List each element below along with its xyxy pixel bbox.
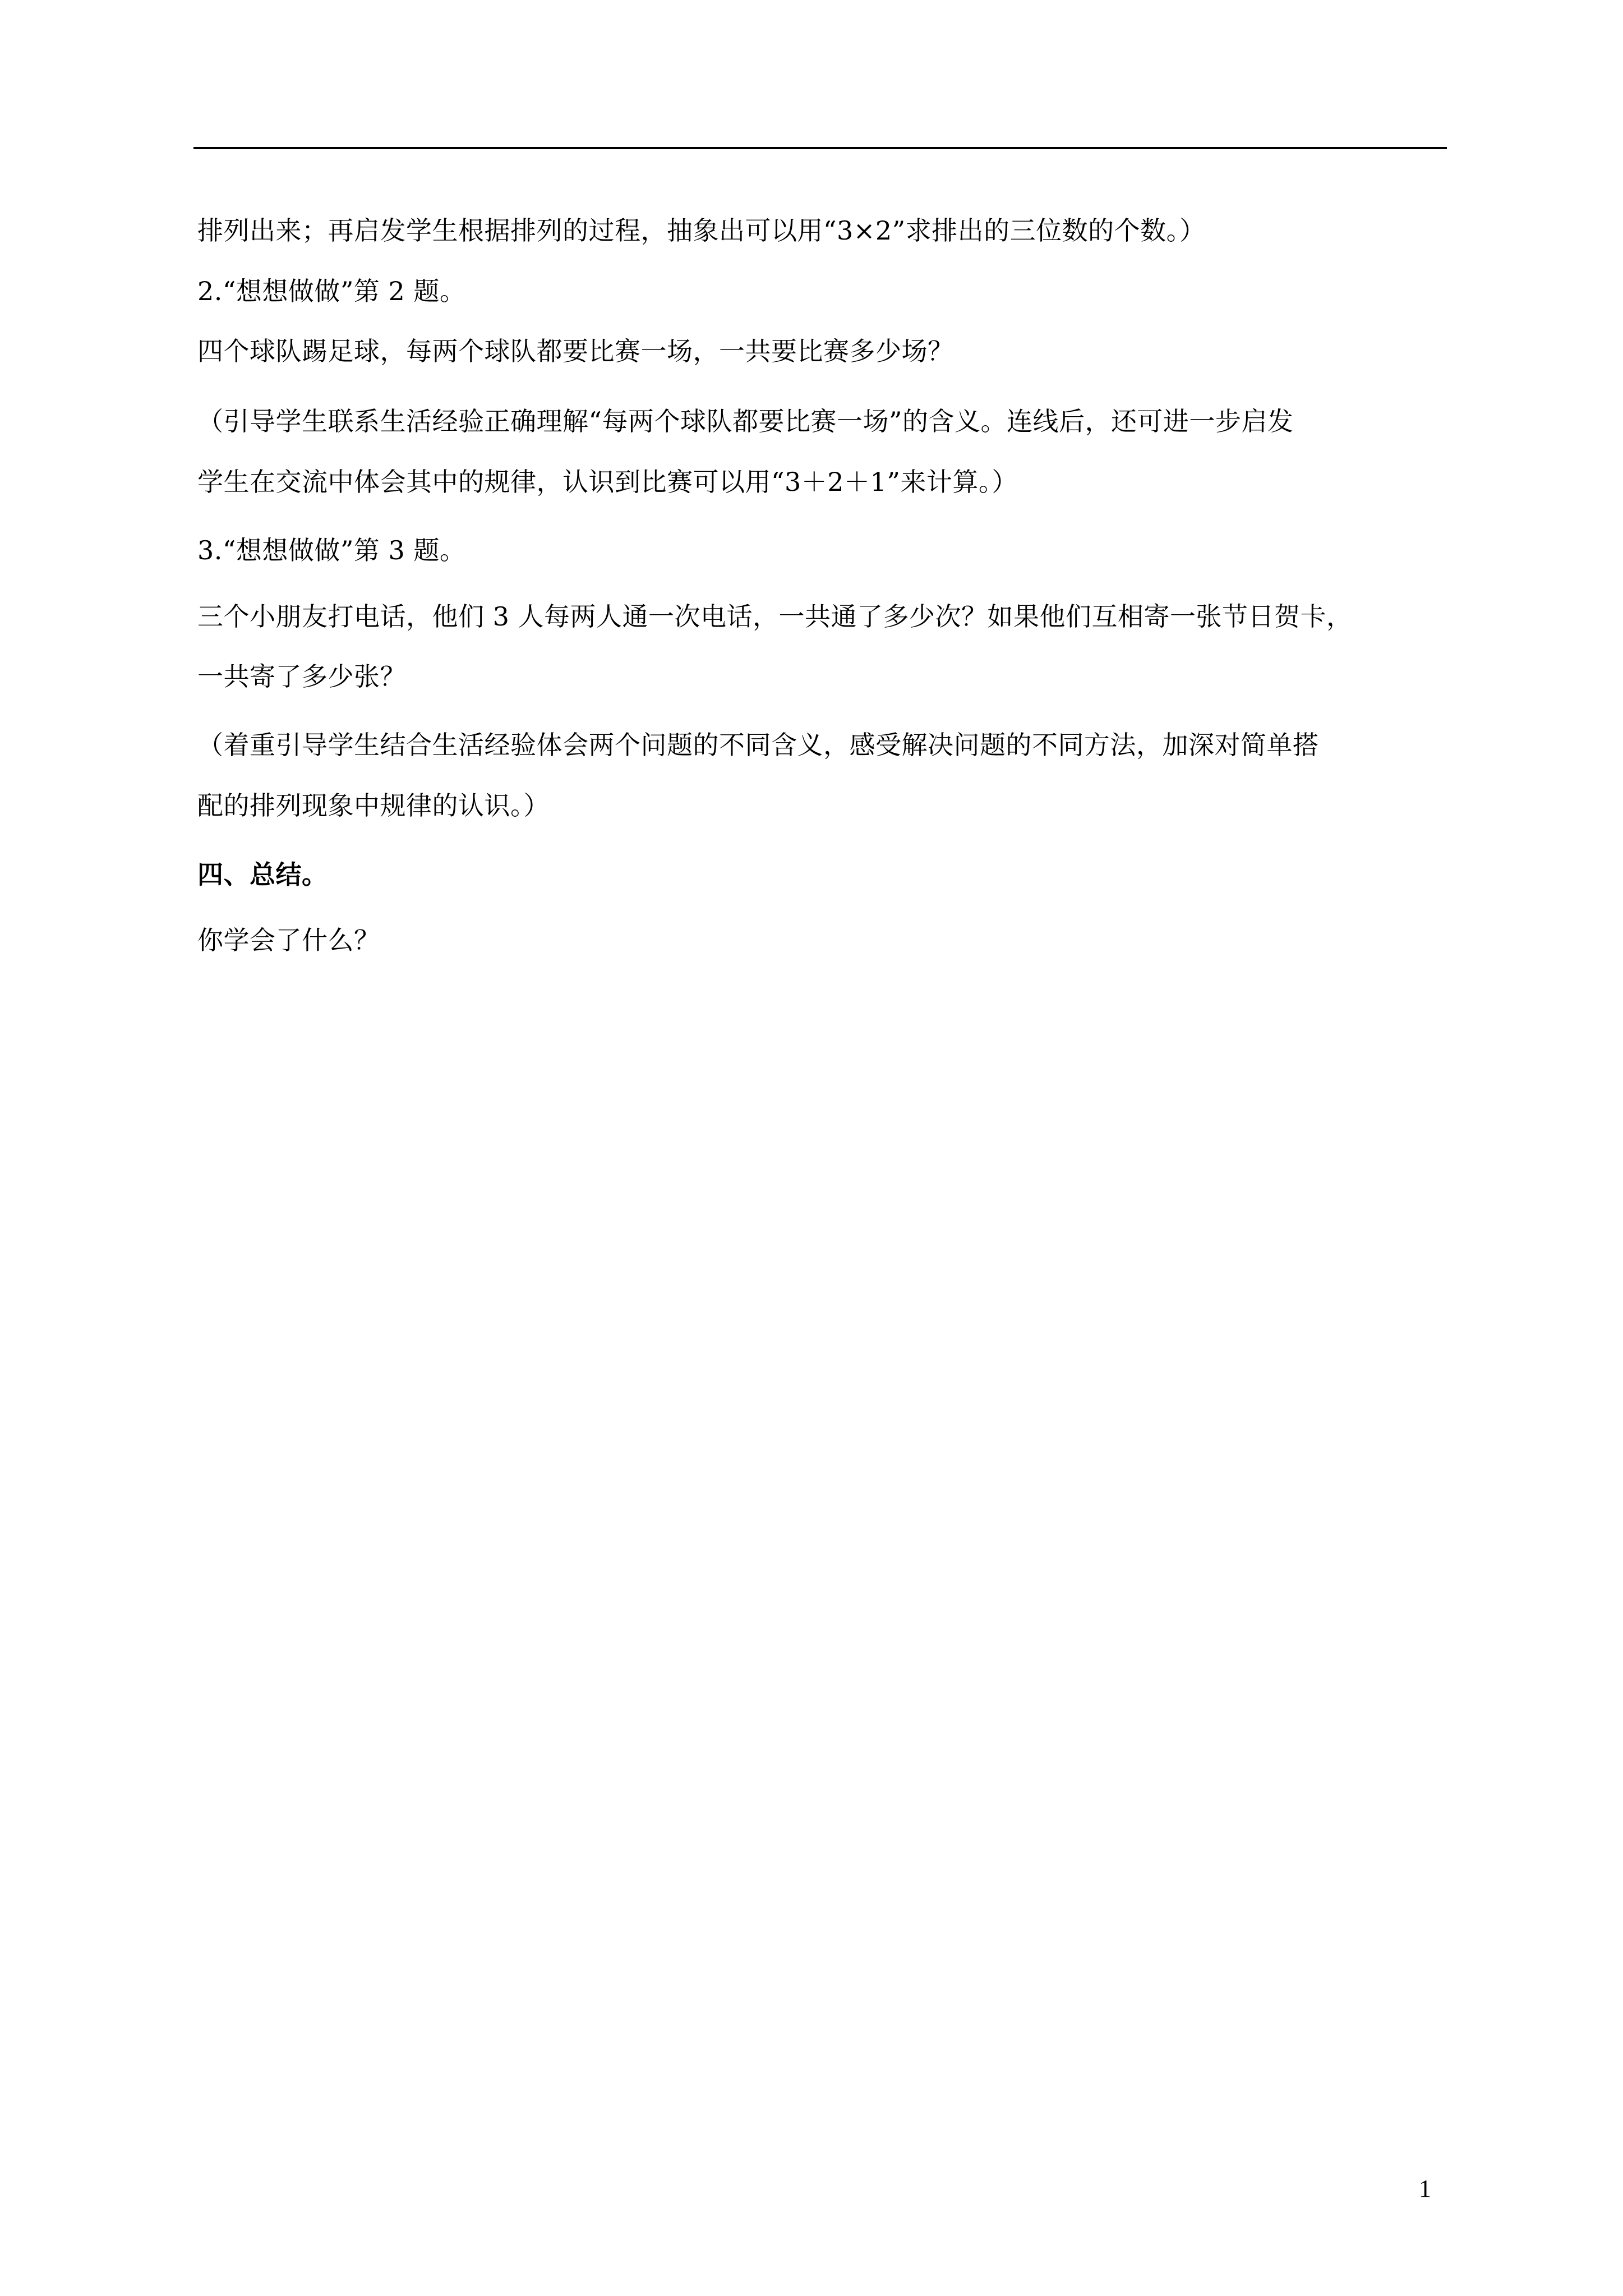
paragraph-line: 3.“想想做做”第 3 题。	[197, 535, 466, 565]
paragraph-line: 三个小朋友打电话，他们 3 人每两人通一次电话，一共通了多少次？如果他们互相寄一张节日贺卡，	[197, 601, 1353, 632]
paragraph-line: 你学会了什么？	[197, 925, 380, 955]
paragraph-line: 四个球队踢足球，每两个球队都要比赛一场，一共要比赛多少场？	[197, 336, 954, 366]
paragraph-line: 学生在交流中体会其中的规律，认识到比赛可以用“3＋2＋1”来计算。）	[197, 467, 1018, 497]
header-rule	[193, 147, 1447, 149]
page-number: 1	[1419, 2175, 1431, 2202]
paragraph-line: 一共寄了多少张？	[197, 661, 406, 692]
paragraph-line: 排列出来；再启发学生根据排列的过程，抽象出可以用“3×2”求排出的三位数的个数。）	[197, 215, 1206, 246]
paragraph-line: （引导学生联系生活经验正确理解“每两个球队都要比赛一场”的含义。连线后，还可进一步启发	[197, 406, 1294, 436]
paragraph-line: 配的排列现象中规律的认识。）	[197, 790, 550, 821]
section-heading: 四、总结。	[197, 859, 328, 890]
paragraph-line: 2.“想想做做”第 2 题。	[197, 276, 466, 306]
paragraph-line: （着重引导学生结合生活经验体会两个问题的不同含义，感受解决问题的不同方法，加深对简单搭	[197, 730, 1319, 760]
